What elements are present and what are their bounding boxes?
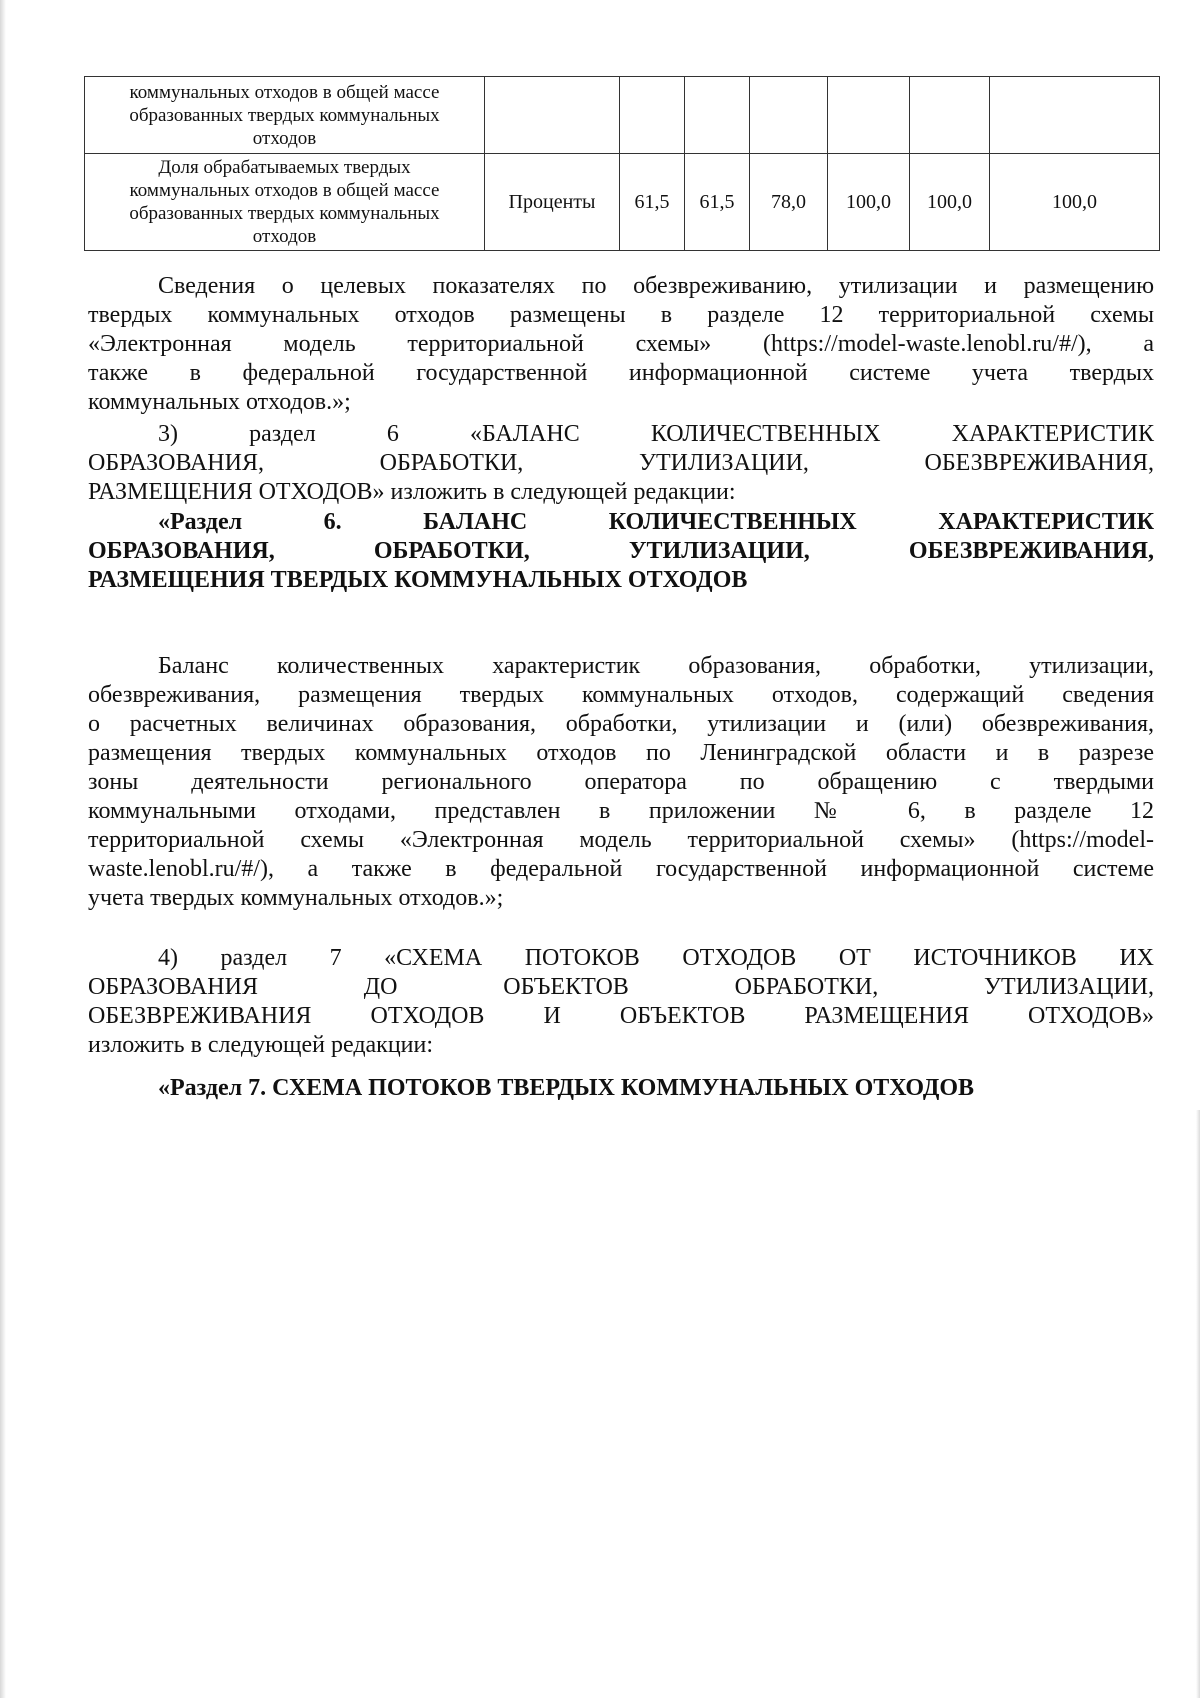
- text-line: РАЗМЕЩЕНИЯ ОТХОДОВ» изложить в следующей редакции:: [88, 479, 736, 505]
- cell-line: образованных твердых коммунальных: [129, 104, 440, 126]
- text-line: зоны деятельности регионального оператора по обращению с твердыми: [88, 769, 1154, 795]
- section-7-heading: [88, 1074, 1154, 1103]
- text-line: о расчетных величинах образования, обработки, утилизации и (или) обезвреживания,: [88, 711, 1154, 737]
- text-line-content: 4) раздел 7 «СХЕМА ПОТОКОВ ОТХОДОВ ОТ ИСТОЧНИКОВ ИХ: [158, 945, 1154, 971]
- text-line: [88, 508, 1154, 537]
- value-cell: 78,0: [750, 154, 828, 251]
- table-row: [85, 154, 1160, 251]
- cell-line: образованных твердых коммунальных: [129, 203, 440, 224]
- text-line-content: «Раздел 6. БАЛАНС КОЛИЧЕСТВЕННЫХ ХАРАКТЕРИСТИК: [158, 509, 1154, 535]
- paragraph-item-4: [88, 944, 1154, 1060]
- text-line-content: 3) раздел 6 «БАЛАНС КОЛИЧЕСТВЕННЫХ ХАРАКТЕРИСТИК: [158, 421, 1154, 447]
- indicator-name-cell: [85, 154, 485, 251]
- text-line: также в федеральной государственной информационной системе учета твердых: [88, 360, 1154, 386]
- paragraph-item-3: [88, 420, 1154, 507]
- text-line-content: Сведения о целевых показателях по обезвреживанию, утилизации и размещению: [158, 273, 1154, 299]
- text-line: ОБРАЗОВАНИЯ, ОБРАБОТКИ, УТИЛИЗАЦИИ, ОБЕЗВРЕЖИВАНИЯ,: [88, 538, 1154, 564]
- unit-cell: [485, 77, 620, 154]
- text-line: [88, 420, 1154, 449]
- text-line: изложить в следующей редакции:: [88, 1032, 434, 1058]
- table-row: [85, 77, 1160, 154]
- text-line: [88, 652, 1154, 681]
- text-line: коммунальных отходов.»;: [88, 389, 351, 415]
- scan-edge-shadow: [0, 0, 6, 1698]
- text-line: обезвреживания, размещения твердых коммунальных отходов, содержащий сведения: [88, 682, 1154, 708]
- value-cell: [990, 77, 1160, 154]
- text-line-content: «Раздел 7. СХЕМА ПОТОКОВ ТВЕРДЫХ КОММУНАЛЬНЫХ ОТХОДОВ: [158, 1075, 975, 1101]
- value-cell: [910, 77, 990, 154]
- value-cell: 100,0: [910, 154, 990, 251]
- text-line: [88, 1074, 1154, 1103]
- value-cell: 100,0: [990, 154, 1160, 251]
- cell-line: отходов: [252, 127, 317, 149]
- unit-cell: Проценты: [485, 154, 620, 251]
- value-cell: [685, 77, 750, 154]
- text-line: waste.lenobl.ru/#/), а также в федеральной государственной информационной системе: [88, 856, 1154, 882]
- text-line: ОБРАЗОВАНИЯ ДО ОБЪЕКТОВ ОБРАБОТКИ, УТИЛИЗАЦИИ,: [88, 974, 1154, 1000]
- value-cell: 61,5: [685, 154, 750, 251]
- indicators-table: [84, 76, 1160, 251]
- text-line: [88, 272, 1154, 301]
- indicator-name-cell: [85, 77, 485, 154]
- value-cell: 100,0: [828, 154, 910, 251]
- cell-line: коммунальных отходов в общей массе: [129, 81, 440, 103]
- cell-line: коммунальных отходов в общей массе: [129, 180, 440, 201]
- paragraph-balance: [88, 652, 1154, 913]
- text-line: [88, 944, 1154, 973]
- paragraph-targets-info: [88, 272, 1154, 417]
- text-line: «Электронная модель территориальной схемы» (https://model-waste.lenobl.ru/#/), а: [88, 331, 1154, 357]
- text-line: ОБРАЗОВАНИЯ, ОБРАБОТКИ, УТИЛИЗАЦИИ, ОБЕЗВРЕЖИВАНИЯ,: [88, 450, 1154, 476]
- text-line: РАЗМЕЩЕНИЯ ТВЕРДЫХ КОММУНАЛЬНЫХ ОТХОДОВ: [88, 567, 748, 593]
- scan-edge-shadow: [1196, 1110, 1200, 1698]
- text-line: территориальной схемы «Электронная модель территориальной схемы» (https://model-: [88, 827, 1154, 853]
- cell-line: отходов: [252, 226, 317, 247]
- text-line-content: Баланс количественных характеристик образования, обработки, утилизации,: [158, 653, 1154, 679]
- text-line: ОБЕЗВРЕЖИВАНИЯ ОТХОДОВ И ОБЪЕКТОВ РАЗМЕЩЕНИЯ ОТХОДОВ»: [88, 1003, 1154, 1029]
- section-6-heading: [88, 508, 1154, 595]
- value-cell: [620, 77, 685, 154]
- text-line: твердых коммунальных отходов размещены в разделе 12 территориальной схемы: [88, 302, 1154, 328]
- cell-line: Доля обрабатываемых твердых: [158, 157, 411, 178]
- value-cell: 61,5: [620, 154, 685, 251]
- text-line: коммунальными отходами, представлен в приложении № 6, в разделе 12: [88, 798, 1154, 824]
- text-line: учета твердых коммунальных отходов.»;: [88, 885, 504, 911]
- text-line: размещения твердых коммунальных отходов по Ленинградской области и в разрезе: [88, 740, 1154, 766]
- value-cell: [828, 77, 910, 154]
- value-cell: [750, 77, 828, 154]
